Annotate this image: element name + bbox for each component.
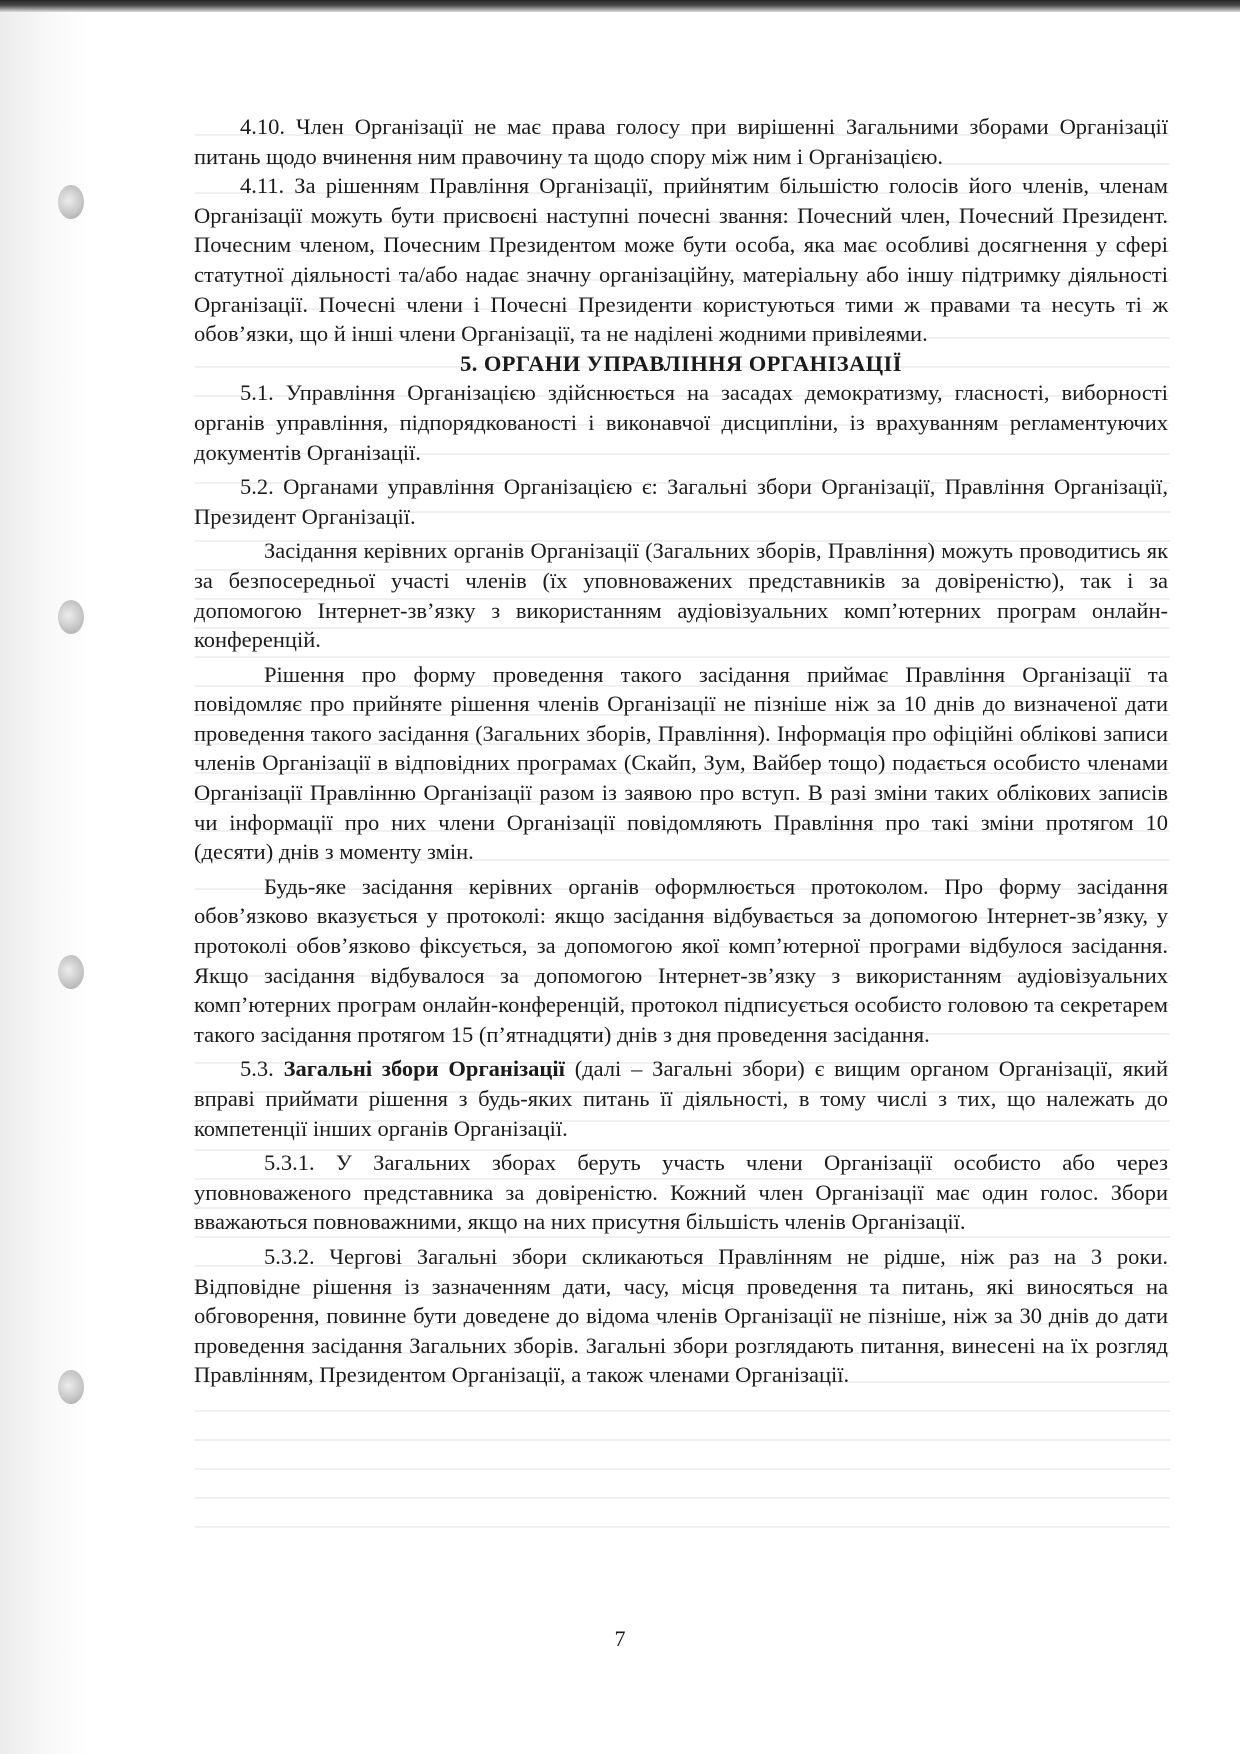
paragraph-5-1: 5.1. Управління Організацією здійснюється на засадах демократизму, гласності, виборності органів управління, підпорядкованості і виконавчої дисципліни, із врахуванням регламентуючих документів Організації. bbox=[194, 380, 1168, 465]
paragraph-5-2-decision: Рішення про форму проведення такого засідання приймає Правління Організації та повідомляє про прийняте рішення членів Організації не пізніше ніж за 10 днів до визначеної дати проведення такого засідання (Загальних зборів, Правління). Інформація про офіційні облікові записи членів Організації в відповідних програмах (Скайп, Зум, Вайбер тощо) подається особисто членами Організації Правлінню Організації разом із заявою про вступ. В разі зміни таких облікових записів чи інформації про них члени Організації повідомляють Правління про такі зміни протягом 10 (десяти) днів з моменту змін. bbox=[194, 661, 1168, 865]
scan-top-edge bbox=[0, 0, 1240, 12]
paragraph-5-3-text: (далі – Загальні збори) є вищим органом Організації, який вправі приймати рішення з будь-яких питань її діяльності, в тому числі з тих, що належать до компетенції інших органів Організації. bbox=[194, 1056, 1168, 1141]
punch-hole bbox=[58, 1370, 84, 1404]
paragraph-5-2-meetings: Засідання керівних органів Організації (Загальних зборів, Правління) можуть проводитись як за безпосередньої участі членів (їх уповноважених представників за довіреністю), так і за допомогою Інтернет-зв’язку з використанням аудіовізуальних комп’ютерних програм онлайн-конференцій. bbox=[194, 538, 1168, 653]
punch-hole bbox=[58, 600, 84, 634]
scan-left-shadow bbox=[0, 12, 90, 1754]
paragraph-4-11: 4.11. За рішенням Правління Організації, прийнятим більшістю голосів його членів, членам Організації можуть бути присвоєні наступні почесні звання: Почесний член, Почесний Президент. Почесним членом, Почесним Президентом може бути особа, яка має особливі досягнення у сфері статутної діяльності та/або надає значну організаційну, матеріальну або іншу підтримку діяльності Організації. Почесні члени і Почесні Президенти користуються тими ж правами та несуть ті ж обов’язки, що й інші члени Організації, та не наділені жодними привілеями. bbox=[194, 173, 1168, 347]
paragraph-4-10: 4.10. Член Організації не має права голосу при вирішенні Загальними зборами Організації питань щодо вчинення ним правочину та щодо спору між ним і Організацією. bbox=[194, 114, 1168, 169]
punch-hole bbox=[58, 955, 84, 989]
paragraph-5-3 bbox=[194, 1054, 1168, 1143]
page-number: 7 bbox=[614, 1626, 626, 1651]
paragraph-5-2: 5.2. Органами управління Організацією є: Загальні збори Організації, Правління Організації, Президент Організації. bbox=[194, 474, 1168, 529]
paragraph-5-3-2: 5.3.2. Чергові Загальні збори скликаються Правлінням не рідше, ніж раз на 3 роки. Відповідне рішення із зазначенням дати, часу, місця проведення та питань, які виносяться на обговорення, повинне бути доведене до відома членів Організації не пізніше, ніж за 30 днів до дати проведення засідання Загальних зборів. Загальні збори розглядають питання, винесені на їх розгляд Правлінням, Президентом Організації, а також членами Організації. bbox=[194, 1243, 1168, 1388]
paragraph-5-3-1: 5.3.1. У Загальних зборах беруть участь члени Організації особисто або через уповноваженого представника за довіреністю. Кожний член Організації має один голос. Збори вважаються повноважними, якщо на них присутня більшість членів Організації. bbox=[194, 1150, 1168, 1235]
document-body bbox=[194, 112, 1168, 1390]
section-heading: 5. ОРГАНИ УПРАВЛІННЯ ОРГАНІЗАЦІЇ bbox=[460, 350, 902, 376]
punch-hole bbox=[58, 185, 84, 219]
paragraph-5-2-protocol: Будь-яке засідання керівних органів оформлюється протоколом. Про форму засідання обов’язково вказується у протоколі: якщо засідання відбувається за допомогою Інтернет-зв’язку, у протоколі обов’язково фіксується, за допомогою якої комп’ютерної програми відбулося засідання. Якщо засідання відбувалося за допомогою Інтернет-зв’язку з використанням аудіовізуальних комп’ютерних програм онлайн-конференцій, протокол підписується особисто головою та секретарем такого засідання протягом 15 (п’ятнадцяти) днів з дня проведення засідання. bbox=[194, 873, 1168, 1047]
paragraph-5-3-number: 5.3. bbox=[240, 1056, 284, 1082]
paragraph-5-3-term: Загальні збори Організації bbox=[283, 1056, 565, 1082]
